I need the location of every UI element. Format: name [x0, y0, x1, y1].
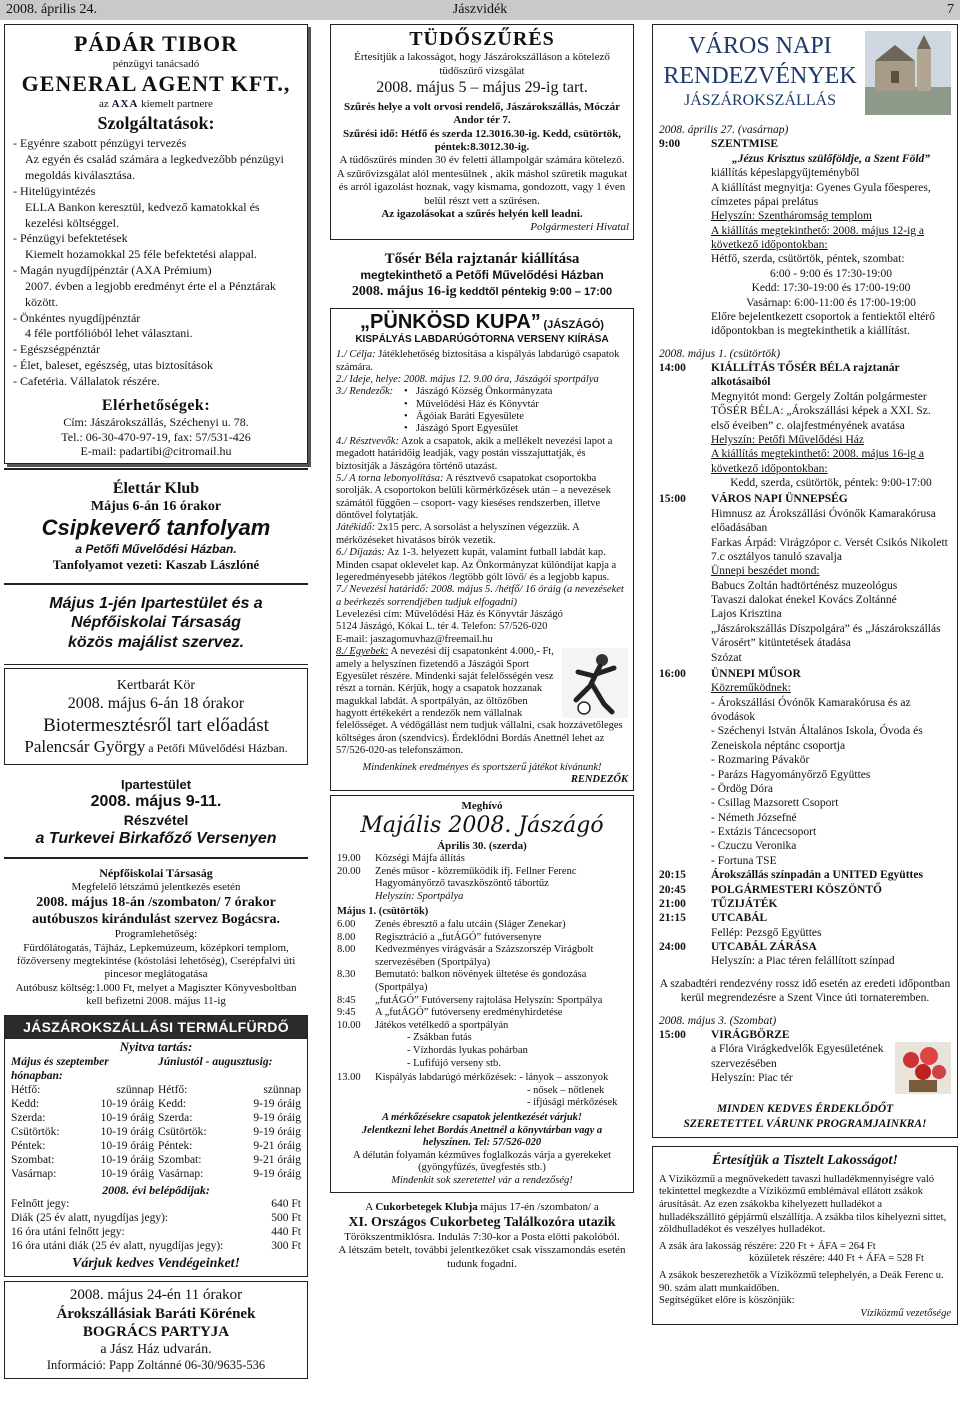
bogracs-org: Árokszállásiak Baráti Körének	[56, 1305, 256, 1322]
tudo-certs: Az igazolásokat a szűrés helyén kell leadni.	[381, 207, 583, 220]
service-line: - Cafetéria. Vállalatok részére.	[13, 373, 160, 388]
kertbarat-speaker: Palencsár György a Petőfi Művelődési Házban.	[24, 736, 288, 756]
nepf-date: 2008. május 18-án /szombaton/ 7 órakor	[36, 895, 276, 911]
punkosd-wish: Mindenkinek eredményes és sportszerű játékot kívánunk!	[362, 761, 602, 773]
organiser-item: • Ágóiak Baráti Egyesülete	[404, 411, 628, 423]
punkosd-p7: 7./ Nevezési határidő: 2008. május 5. /hétfő/ 16 óráig (a nevezéseket a beérkezés sorrendjében tudjuk elfogadni)	[336, 584, 624, 608]
organiser-item: • Jászágó Község Önkormányzata	[404, 386, 628, 398]
varos-late5: Fellép: Pezsgő Együttes 24:00 UTCABÁL ZÁRÁSA Helyszín: a Piac téren felállított színpad	[659, 926, 895, 968]
page-number: 7	[947, 2, 954, 18]
hours-row	[158, 1097, 301, 1111]
padar-partner: az AXA kiemelt partnere	[99, 98, 213, 111]
price-value: 440 Ft	[271, 1226, 301, 1239]
price-row	[11, 1197, 301, 1211]
day-hours: 10-19 óráig	[100, 1167, 154, 1180]
price-value: 500 Ft	[271, 1212, 301, 1225]
organiser-item: • Művelődési Ház és Könyvtár	[404, 399, 628, 411]
program-row	[337, 1007, 627, 1020]
kertbarat-ad	[4, 668, 308, 765]
majus1-line1: Május 1-jén Ipartestület és a	[49, 594, 263, 612]
elettar-leader: Tanfolyamot vezeti: Kaszab Lászlóné	[52, 556, 260, 572]
divider	[4, 468, 308, 470]
punkosd-p5c: Játékidő: 2x15 perc. A sorsolást a helyszínen végezzük. A mérkőzéseket hivatásos bírók vezetik.	[336, 522, 580, 546]
varos-title1: VÁROS NAPI	[688, 33, 832, 59]
varos-rain-note: A szabadtéri rendezvény rossz idő esetén az eredeti időpontban kerül megrendezésre a Szent Vince úti tornateremben.	[659, 977, 951, 1005]
day-hours: 10-19 óráig	[100, 1139, 154, 1152]
varos-event4: 16:00 ÜNNEPI MŰSOR Közreműködnek: - Árokszállási Óvónők Kamarakórusa és az óvodások - Széchenyi István Általános Iskola, Óvoda és Zeneiskola néptánc csoportja - Rozmaring Pávakör - Parázs Hagyományőrző Együttes - Ördög Dóra - Csillag Mazsorett Csoport - Németh Józsefné - Extázis Táncecsoport - Czuczu Veronika - Fortuna TSE	[659, 667, 951, 868]
late-time: 21:00	[659, 897, 686, 910]
cukor-depart: Törökszentmiklósra. Indulás 7:30-kor a Posta előtti pakolóból.	[344, 1230, 620, 1243]
service-line: - Egészségpénztár	[13, 342, 100, 357]
day-label: Hétfő:	[158, 1083, 188, 1096]
day-hours: 10-19 óráig	[100, 1125, 154, 1138]
hours-row	[11, 1097, 154, 1111]
cukor-full: A létszám betelt, további jelentkezőket csak visszamondás esetén tudunk fogadni.	[338, 1244, 626, 1270]
program-time: 8.30	[337, 969, 356, 981]
termal-open: Nyitva tartás:	[119, 1038, 193, 1054]
ipar-ad	[4, 769, 308, 855]
kertbarat-date: 2008. május 6-án 18 órakor	[67, 695, 245, 713]
service-line: Az egyén és család számára a legkedvezőbb pénzügyi megoldás kiválasztása.	[25, 152, 284, 183]
bogracs-info: Információ: Papp Zoltánné 06-30/9635-536	[46, 1358, 266, 1373]
celebration-line: Ünnepi beszédet mond:	[711, 565, 820, 578]
day-label: Vasárnap:	[158, 1167, 204, 1180]
football-player-photo	[562, 648, 628, 718]
punkosd-p6: 6./ Díjazás: Az 1-3. helyezett kupát, valamint futball labdát kap. Minden csapat oklevelet kap. Az Önkormányzat különdíjat kapja a legeredményesebb játékos /legtöbb gólt lövő/ és a legjobb kapus.	[336, 547, 617, 583]
program-row	[337, 1020, 627, 1033]
termal-prices	[5, 1197, 307, 1253]
majalis-games	[337, 1032, 627, 1070]
program-desc: „futÁGÓ” Futóverseny rajtolása Helyszín: Sportpálya	[375, 994, 603, 1006]
bogracs-ad	[4, 1281, 308, 1378]
late-row	[659, 868, 951, 882]
nepf-prog: Fürdőlátogatás, Tájház, Lepkemúzeum, középkori templom, főzőverseny megtekintése (kóstolási lehetőség), Cserépfalvi úti pincesor meglátogatása	[16, 941, 296, 981]
ipar-org: Ipartestület	[120, 776, 192, 792]
program-row	[337, 969, 627, 994]
nepf-trip: autóbuszos kirándulást szervez Bogácsra.	[31, 912, 281, 928]
punkosd-p8: 8./ Egyebek: A nevezési díj csapatonként 4.000,- Ft, amely a helyszínen fizetendő a Jászágói Sport Egyesület részére. Mindenki saját felelősségén vesz részt a tornán. Kérjük, hogy a csapatok hozzanak magukkal labdát. A sportpályán, az öltözőben hagyott értékekért a rendezők nem vállalnak felelősséget. A védőgállást nem tudjuk vállalni, csak hozzávetőleges költséges áron (szendvics). Érdeklődni Bordás Anettnél lehet az 57/526-020-as telefonszámon.	[336, 646, 628, 757]
performer-line: - Csillag Mazsorett Csoport	[711, 797, 839, 810]
viz-price1: A zsák ára lakosság részére: 220 Ft + ÁFA = 264 Ft	[659, 1240, 876, 1252]
cukor-ad	[330, 1197, 634, 1272]
day-label: Szerda:	[11, 1111, 46, 1124]
punkosd-title: „PÜNKÖSD KUPA” (JÁSZÁGÓ)	[360, 310, 604, 333]
issue-date: 2008. április 24.	[6, 2, 97, 18]
performer-line: - Extázis Táncecsoport	[711, 826, 817, 838]
celebration-line: Szózat	[711, 651, 742, 664]
flowers-photo	[895, 1042, 951, 1094]
late-row	[659, 897, 951, 911]
majus1-line3: közös majálist szervez.	[67, 634, 245, 651]
late-desc: POLGÁRMESTERI KÖSZÖNTŐ	[711, 883, 882, 896]
majalis-title: Majális 2008. Jászágó	[360, 813, 604, 839]
service-line: - Élet, baleset, egészség, utas biztosítások	[13, 358, 213, 373]
majalis-note2: Jelentkezni lehet Bordás Anettnél a könyvtárban vagy a helyszínen. Tel: 57/526-020	[361, 1124, 603, 1149]
price-row	[11, 1225, 301, 1239]
day-label: Szerda:	[158, 1111, 193, 1124]
divider	[4, 583, 308, 585]
ipar-part: Részvétel	[123, 811, 189, 828]
day-hours: szünnap	[116, 1083, 154, 1096]
varos-late-program	[659, 868, 951, 926]
padar-phone: Tel.: 06-30-470-97-19, fax: 57/531-426	[61, 429, 251, 444]
program-time: 8.00	[337, 931, 356, 943]
day-label: Hétfő:	[11, 1083, 41, 1096]
performer-line: - Németh Józsefné	[711, 811, 797, 824]
bogracs-date: 2008. május 24-én 11 órakor	[69, 1287, 243, 1304]
majalis-note4: Mindenkit sok szeretettel vár a rendezőség!	[391, 1174, 573, 1186]
performer-line: - Ördög Dóra	[711, 782, 773, 795]
padar-address: Cím: Jászárokszállás, Széchenyi u. 78.	[63, 415, 249, 430]
varos-event5: 15:00 VIRÁGBÖRZE a Flóra Virágkedvelők Egyesületének szervezésében Helyszín: Piac tér	[659, 1028, 951, 1094]
day-hours: 9-19 óráig	[253, 1097, 301, 1110]
football-group: - ifjúsági mérkőzések	[527, 1097, 618, 1109]
program-desc: A „futÁGÓ” futóverseny eredményhirdetése	[375, 1007, 563, 1019]
majalis-football: 13.00 Kispályás labdarúgó mérkőzések: - lányok – asszonyok	[337, 1072, 609, 1084]
punkosd-p2: 2./ Ideje, helye: 2008. május 12. 9.00 óra, Jászágói sportpálya	[336, 373, 599, 385]
day-label: Szombat:	[158, 1153, 202, 1166]
hours-row	[158, 1139, 301, 1153]
viz-ad	[652, 1146, 958, 1325]
kertbarat-club: Kertbarát Kör	[116, 678, 196, 694]
late-row	[659, 883, 951, 897]
performer-line: - Czuczu Veronika	[711, 840, 797, 853]
day-hours: 10-19 óráig	[100, 1111, 154, 1124]
hours-row	[158, 1167, 301, 1181]
padar-role: pénzügyi tanácsadó	[112, 57, 200, 70]
varos-day1: 2008. április 27. (vasárnap)	[659, 124, 789, 136]
hours-row	[158, 1125, 301, 1139]
program-desc: Regisztráció a „futÁGÓ” futóversenyre	[375, 931, 542, 943]
varos-event2: 14:00 KIÁLLÍTÁS TŐSÉR BÉLA rajztanár alkotásaiból Megnyitót mond: Gergely Zoltán polgármester TŐSÉR BÉLA: „Árokszállási képek a XXI. Sz. első éveiben” c. olajfestményének avatása Helyszín: Petőfi Művelődési Ház A kiállítás megtekinthető: 2008. május 16-ig a következő időpontokban: Kedd, szerda, csütörtök, péntek: 9:00-17:00	[659, 362, 932, 489]
performer-line: - Fortuna TSE	[711, 854, 777, 867]
punkosd-ad	[330, 308, 634, 792]
padar-name: PÁDÁR TIBOR	[73, 31, 238, 56]
nepf-cost: Autóbusz költség:1.000 Ft, melyet a Magiszter Könyvesboltban kell befizetni 2008. május 11-ig	[15, 981, 297, 1008]
punkosd-sub: KISPÁLYÁS LABDARÚGÓTORNA VERSENY KIÍRÁSA	[355, 334, 609, 346]
running-header	[0, 0, 960, 20]
termal-hours	[5, 1055, 307, 1181]
service-line: 2007. évben a legjobb eredményt érte el a Pénztárak között.	[25, 278, 276, 309]
day-hours: 9-19 óráig	[253, 1111, 301, 1124]
ipar-event: a Turkevei Birkafőző Versenyen	[35, 829, 277, 847]
nepf-ad	[4, 862, 308, 1015]
price-value: 640 Ft	[271, 1198, 301, 1211]
service-line: - Önkéntes nyugdíjpénztár	[13, 310, 141, 325]
football-group: - nősek – nőtlenek	[527, 1084, 605, 1096]
program-row	[337, 866, 627, 891]
price-label: 16 óra utáni diák (25 év alatt, nyugdíjas jegy):	[11, 1240, 224, 1253]
price-label: Diák (25 év alatt, nyugdíjas jegy):	[11, 1212, 169, 1225]
toser-title: Tősér Béla rajztanár kiállítása	[384, 250, 580, 267]
program-time: 8:45	[337, 994, 356, 1006]
termal-period2: Júniustól - augusztusig:	[158, 1055, 273, 1068]
punkosd-p4: 4./ Résztvevők: Azok a csapatok, akik a mellékelt nevezési lapot a megadott határidőig leadják, vagy postán visszajuttatják, és biztosítják a Jászágóra történő utazást.	[336, 435, 613, 472]
tudo-times: Szűrési idő: Hétfő és szerda 12.3016.30-ig. Kedd, csütörtök, péntek:8.3012.30-ig.	[342, 127, 622, 153]
day-hours: 9-19 óráig	[253, 1125, 301, 1138]
service-line: Kiemelt hozamokkal 25 féle befektetési alappal.	[25, 247, 257, 262]
program-desc: Zenés ébresztő a falu utcáin (Sláger Zenekar)	[375, 919, 566, 931]
services-title: Szolgáltatások:	[97, 113, 215, 134]
late-desc: UTCABÁL	[711, 912, 768, 925]
day-label: Péntek:	[158, 1139, 193, 1152]
nepf-cond: Megfelelő létszámú jelentkezés esetén	[71, 880, 241, 893]
tudo-place: Szűrés helye a volt orvosi rendelő, Jászárokszállás, Móczár Andor tér 7.	[343, 100, 621, 127]
kertbarat-topic: Biotermesztésről tart előadást	[43, 714, 269, 736]
celebration-line: Himnusz az Árokszállási Óvónők Kamarakórusa előadásában	[711, 507, 936, 535]
late-time: 20:45	[659, 883, 686, 896]
late-time: 20:15	[659, 869, 686, 882]
varos-header	[659, 31, 951, 115]
program-desc: Bemutató: balkon növények ültetése és gondozása (Sportpálya)	[375, 969, 587, 993]
program-desc: Kedvezményes virágvásár a Százszorszép Virágbolt szervezésében (Sportpálya)	[375, 944, 594, 968]
punkosd-p7b: Levelezési cím: Művelődési Ház és Könyvtár Jászágó	[336, 609, 563, 621]
hours-row	[11, 1167, 154, 1181]
majalis-note1: A mérkőzésekre csapatok jelentkezését várjuk!	[381, 1111, 583, 1123]
majalis-loc1: Helyszín: Sportpálya	[375, 890, 464, 902]
padar-company: GENERAL AGENT KFT.,	[21, 71, 291, 97]
day-hours: 10-19 óráig	[100, 1097, 154, 1110]
day-label: Kedd:	[158, 1097, 187, 1110]
program-row	[337, 853, 627, 866]
day-label: Kedd:	[11, 1097, 40, 1110]
late-row	[659, 911, 951, 925]
tudo-dates: 2008. május 5 – május 29-ig tart.	[376, 79, 588, 97]
elettar-course: Csipkeverő tanfolyam	[41, 515, 271, 541]
services-list	[13, 136, 299, 389]
service-line: - Hitelügyintézés	[13, 183, 96, 198]
bogracs-venue: a Jász Ház udvarán.	[100, 1342, 212, 1358]
majalis-day1: Április 30. (szerda)	[437, 839, 527, 852]
viz-where: A zsákok beszerezhetők a Víziközmű telephelyén, a Deák Ferenc u. 90. szám alatt munkaidőben.	[659, 1269, 944, 1294]
toser-ad	[330, 244, 634, 308]
varos-event3: 15:00 VÁROS NAPI ÜNNEPSÉG Himnusz az Árokszállási Óvónők Kamarakórusa előadásában Farkas Árpád: Virágzópor c. Versét Csikós Nikolett 7.c osztályos tanuló szavalja Ünnepi beszédet mond: Babucs Zoltán hadtörténész muzeológus Tavaszi dalokat énekel Kovács Zoltánné Lajos Krisztina „Jászárokszállás Díszpolgára” és „Jászárokszállás Városért” kitüntetések átadása Szózat	[659, 492, 951, 665]
termal-title: JÁSZÁROKSZÁLLÁSI TERMÁLFÜRDŐ	[5, 1016, 307, 1039]
majalis-ad	[330, 795, 634, 1192]
tudo-ad	[330, 24, 634, 240]
program-row	[337, 944, 627, 969]
cukor-event: XI. Országos Cukorbeteg Találkozóra utazik	[348, 1214, 616, 1230]
varos-event1: 9:00 SZENTMISE „Jézus Krisztus szülőföldje, a Szent Föld” kiállítás képeslapgyűjteményből A kiállítást megnyitja: Gyenes Gyula főesperes, címzetes pápai prelátus Helyszín: Szentháromság templom A kiállítás megtekinthető: 2008. május 12-ig a következő időpontokban: Hétfő, szerda, csütörtök, péntek, szombat: 6:00 - 9:00 és 17:30-19:00 Kedd: 17:30-19:00 és 17:00-19:00 Vasárnap: 6:00-11:00 és 17:00-19:00 Előre bejelentkezett csoportok a fentiektől eltérő időpontokban is megtekinthetik a kiállítást.	[659, 138, 935, 338]
elettar-date: Május 6-án 16 órakor	[90, 499, 222, 515]
late-desc: TŰZIJÁTÉK	[711, 897, 778, 910]
program-row	[337, 995, 627, 1008]
termal-welcome: Várjuk kedves Vendégeinket!	[72, 1256, 240, 1272]
viz-body: A Víziközmű a megnövekedett tavaszi hulladékmennyiségre való tekintettel megkezdte a Víziközmű emblémával ellátott zsákok árusítását. Az ezen zsákokba kihelyezett hulladékot a hulladékszállító gépjármű elszállítja. A zsákba tilos kihelyezni sittet, zöldhulladékot és veszélyes hulladékot.	[659, 1173, 947, 1236]
program-desc: Zenés műsor - közreműködik ifj. Fellner Ferenc Hagyományőrző tavaszköszöntő tábortűz	[375, 865, 577, 890]
tudo-exempt: A szűrővizsgálat alól mentesülnek , akik máshol szűretik magukat és arról igazolást hoznak, vagy kismama, gondozott, vagy 1 éven belül részt vett a szűrésen.	[336, 167, 628, 207]
divider	[4, 857, 308, 859]
contact-title: Elérhetőségek:	[101, 396, 211, 414]
celebration-line: „Jászárokszállás Díszpolgára” és „Jászárokszállás Városért” kitüntetések átadása	[711, 622, 941, 650]
punkosd-p3: 3./ Rendezők: • Jászágó Község Önkormányzata • Művelődési Ház és Könyvtár • Ágóiak Baráti Egyesülete • Jászágó Sport Egyesület	[336, 386, 628, 436]
hours-row	[11, 1153, 154, 1167]
punkosd-p1: 1./ Célja: Játéklehetőség biztosítása a kispályás labdarúgó csapatok számára.	[336, 349, 620, 373]
paper-name: Jászvidék	[452, 2, 508, 18]
majalis-prog1	[337, 853, 627, 891]
celebration-line: Farkas Árpád: Virágzópor c. Versét Csikós Nikolett 7.c osztályos tanuló szavalja	[711, 536, 948, 563]
majalis-note3: A délután folyamán kézműves foglalkozás várja a gyerekeket (gyöngyfűzés, üvegfestés stb.)	[352, 1149, 612, 1174]
termal-hours1	[11, 1083, 154, 1181]
celebration-line: Tavaszi dalokat énekel Kovács Zoltánné	[711, 594, 897, 606]
majalis-day2: Május 1. (csütörtök)	[337, 906, 429, 918]
program-time: 8.00	[337, 944, 356, 956]
nepf-org: Népfőiskolai Társaság	[99, 865, 213, 880]
service-line: - Egyénre szabott pénzügyi tervezés	[13, 136, 187, 151]
price-row	[11, 1211, 301, 1225]
punkosd-p7c: 5124 Jászágó, Kókai L. tér 4. Telefon: 57/526-020	[336, 621, 548, 633]
column-left	[4, 24, 308, 1383]
column-middle	[330, 24, 634, 1271]
day-hours: 9-21 óráig	[253, 1139, 301, 1152]
day-hours: szünnap	[263, 1083, 301, 1096]
program-desc: Játékos vetélkedő a sportpályán	[375, 1019, 509, 1031]
majalis-prog2	[337, 919, 627, 1032]
tudo-mandatory: A tüdőszűrés minden 30 év feletti állampolgár számára kötelező.	[339, 154, 625, 167]
varos-invite1: MINDEN KEDVES ÉRDEKLŐDŐT	[716, 1103, 894, 1116]
toser-venue: megtekinthető a Petőfi Művelődési Házban	[360, 268, 604, 283]
day-hours: 9-21 óráig	[253, 1153, 301, 1166]
tudo-sign: Polgármesteri Hivatal	[530, 221, 629, 234]
day-hours: 10-19 óráig	[100, 1153, 154, 1166]
varos-invite2: SZERETETTEL VÁRUNK PROGRAMJAINKRA!	[683, 1117, 927, 1130]
day-label: Csütörtök:	[11, 1125, 60, 1138]
viz-price2: közületek részére: 440 Ft + ÁFA = 528 Ft	[749, 1253, 924, 1265]
elettar-club: Élettár Klub	[112, 479, 200, 497]
padar-ad	[4, 24, 308, 464]
game-item: - Zsákban futás	[407, 1032, 472, 1044]
program-desc: Községi Májfa állítás	[375, 853, 465, 865]
punkosd-p7d[interactable]: E-mail: jaszagomuvhaz@freemail.hu	[336, 633, 493, 645]
late-time: 21:15	[659, 912, 686, 925]
price-label: Felnőtt jegy:	[11, 1198, 70, 1211]
hours-row	[11, 1125, 154, 1139]
program-time: 6.00	[337, 919, 356, 931]
bogracs-party: BOGRÁCS PARTYJA	[82, 1324, 230, 1341]
hours-row	[158, 1083, 301, 1097]
viz-thanks: Segítségüket előre is köszönjük:	[659, 1295, 795, 1307]
termal-ad	[4, 1015, 308, 1278]
padar-email[interactable]: E-mail: padartibi@citromail.hu	[80, 444, 232, 459]
varos-day3: 2008. május 3. (Szombat)	[659, 1014, 777, 1027]
hours-row	[11, 1139, 154, 1153]
program-row	[337, 932, 627, 945]
termal-hours2	[158, 1083, 301, 1181]
program-time: 19.00	[337, 853, 361, 865]
viz-sign: Víziközmű vezetősége	[860, 1307, 951, 1319]
tudo-title: TÜDŐSZŰRÉS	[409, 28, 555, 50]
game-item: - Lufifújó verseny stb.	[407, 1057, 501, 1069]
toser-dates: 2008. május 16-ig keddtől péntekig 9:00 – 17:00	[351, 283, 613, 299]
performer-line: - Árokszállási Óvónők Kamarakórusa és az óvodások	[711, 696, 911, 723]
late-desc: Árokszállás színpadán a UNITED Együttes	[711, 869, 923, 882]
celebration-line: Babucs Zoltán hadtörténész muzeológus	[711, 579, 898, 592]
hours-row	[11, 1083, 154, 1097]
hours-row	[158, 1111, 301, 1125]
performer-line: - Parázs Hagyományőrző Együttes	[711, 768, 871, 781]
service-line: ELLA Bankon keresztül, kedvező kamatokkal és kezelési költséggel.	[25, 199, 260, 230]
church-photo	[865, 31, 951, 115]
program-time: 9:45	[337, 1007, 356, 1019]
termal-period1: Május és szeptember hónapban:	[11, 1055, 109, 1082]
price-value: 300 Ft	[271, 1240, 301, 1253]
divider	[4, 664, 308, 666]
elettar-venue: a Petőfi Művelődési Házban.	[75, 541, 237, 556]
day-hours: 9-19 óráig	[253, 1167, 301, 1180]
program-row	[337, 919, 627, 932]
majalis-football-groups	[337, 1085, 627, 1110]
service-line: - Pénzügyi befektetések	[13, 231, 128, 246]
elettar-ad	[4, 473, 308, 581]
varos-ad	[652, 24, 958, 1138]
termal-prices-title: 2008. évi belépődíjak:	[102, 1182, 210, 1197]
majalis-invite: Meghívó	[461, 800, 503, 813]
varos-title2: RENDEZVÉNYEK	[663, 63, 857, 89]
hours-row	[158, 1153, 301, 1167]
program-time: 20.00	[337, 865, 361, 877]
day-label: Péntek:	[11, 1139, 46, 1152]
axa-logo: AXA	[111, 98, 139, 111]
punkosd-sign: RENDEZŐK	[570, 773, 628, 785]
game-item: - Vízhordás lyukas pohárban	[407, 1044, 528, 1056]
service-line: - Magán nyugdíjpénztár (AXA Prémium)	[13, 263, 212, 278]
varos-title3: JÁSZÁROKSZÁLLÁS	[683, 92, 836, 109]
varos-day2: 2008. május 1. (csütörtök)	[659, 347, 781, 360]
celebration-line: Lajos Krisztina	[711, 608, 782, 621]
service-line: 4 féle portfólióból lehet választani.	[25, 326, 193, 341]
cukor-line1: A Cukorbetegek Klubja május 17-én /szombaton/ a	[365, 1200, 599, 1213]
day-label: Csütörtök:	[158, 1125, 207, 1138]
performer-line: - Széchenyi István Általános Iskola, Óvoda és Zeneiskola néptánc csoportja	[711, 725, 923, 752]
price-row	[11, 1239, 301, 1253]
viz-title: Értesítjük a Tisztelt Lakosságot!	[712, 1153, 898, 1168]
column-right	[652, 24, 958, 1329]
tudo-intro: Értesítjük a lakosságot, hogy Jászárokszálláson a kötelező tüdőszűrő vizsgálat	[354, 51, 610, 77]
day-label: Szombat:	[11, 1153, 55, 1166]
nepf-prog-title: Programlehetőség:	[114, 928, 198, 941]
ipar-date: 2008. május 9-11.	[90, 793, 222, 811]
hours-row	[11, 1111, 154, 1125]
program-time: 10.00	[337, 1019, 361, 1031]
organiser-item: • Jászágó Sport Egyesület	[404, 423, 628, 435]
performer-line: - Rozmaring Pávakör	[711, 754, 810, 767]
punkosd-p5: 5./ A torna lebonyolítása: A résztvevő csapatokat csoportokba sorolják. A csoportokon belüli körmérkőzések után – a nevezések számától függően – csoport- vagy kieséses rendszerben, illetve döntővel folytatják.	[336, 472, 611, 522]
majus1-ad	[4, 588, 308, 661]
day-label: Vasárnap:	[11, 1167, 57, 1180]
price-label: 16 óra utáni felnőtt jegy:	[11, 1226, 125, 1239]
majus1-line2: Népfőiskolai Társaság	[71, 614, 241, 632]
